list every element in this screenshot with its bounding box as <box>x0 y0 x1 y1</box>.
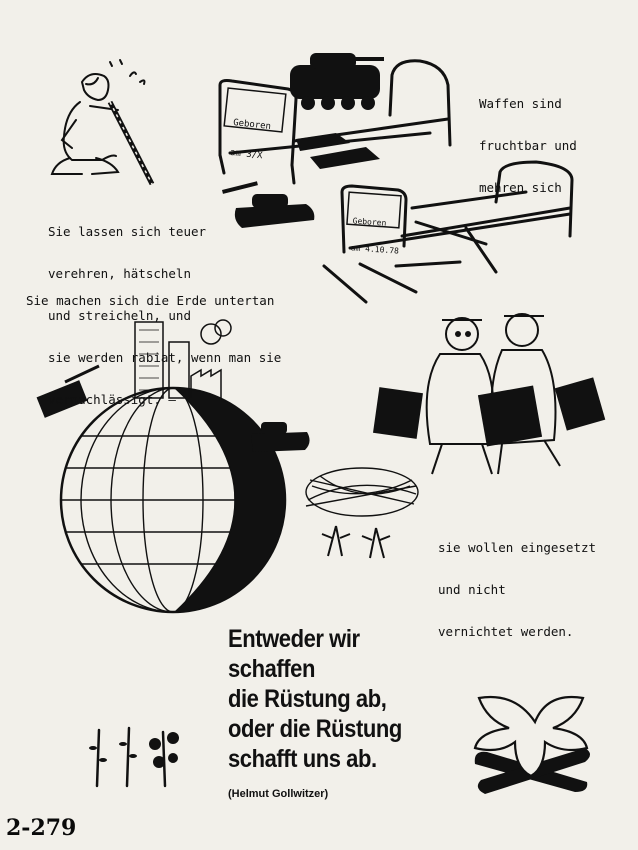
crib-label-1 <box>228 98 273 172</box>
quote-credit: (Helmut Gollwitzer) <box>228 788 329 800</box>
crib-label-2 <box>350 198 402 264</box>
caption-line: und streicheln, und <box>48 308 191 323</box>
caption-line: vernichtet werden. <box>438 624 574 639</box>
crib-label-line: am 3/X <box>229 147 263 162</box>
missile-nest-icon <box>296 456 428 572</box>
caption-weapons-fruitful <box>479 69 577 209</box>
headline-quote <box>228 624 439 774</box>
caption-line: und nicht <box>438 582 506 597</box>
caption-line: vernachlässigt. – <box>48 392 176 407</box>
caption-pampered <box>48 197 281 421</box>
caption-subdue-earth: Sie machen sich die Erde untertan <box>26 293 275 308</box>
caption-line: Waffen sind <box>479 96 562 111</box>
businessmen-with-briefcases-icon <box>372 300 622 480</box>
caption-line: sie werden rabiat, wenn man sie <box>48 350 282 365</box>
caption-line: fruchtbar und <box>479 138 577 153</box>
crib-label-line: Geboren <box>352 216 387 228</box>
archive-number: 2-279 <box>6 815 77 841</box>
seedlings-icon <box>85 722 185 788</box>
headline-line: schafft uns ab. <box>228 745 377 773</box>
caption-want-deployed <box>438 513 596 653</box>
caption-line: mehren sich <box>479 180 562 195</box>
headline-line: Entweder wir <box>228 625 360 653</box>
headline-line: oder die Rüstung <box>228 715 402 743</box>
headline-line: die Rüstung ab, <box>228 685 387 713</box>
caption-line: Sie lassen sich teuer <box>48 224 207 239</box>
crib-label-line: Geboren <box>232 118 272 133</box>
caption-line: verehren, hätscheln <box>48 266 191 281</box>
caption-line: sie wollen eingesetzt <box>438 540 597 555</box>
crib-label-line: am 4.10.78 <box>350 243 400 256</box>
headline-line: schaffen <box>228 655 315 683</box>
peace-dove-over-crossed-missiles-icon <box>465 682 605 802</box>
flute-player-icon <box>40 60 170 190</box>
